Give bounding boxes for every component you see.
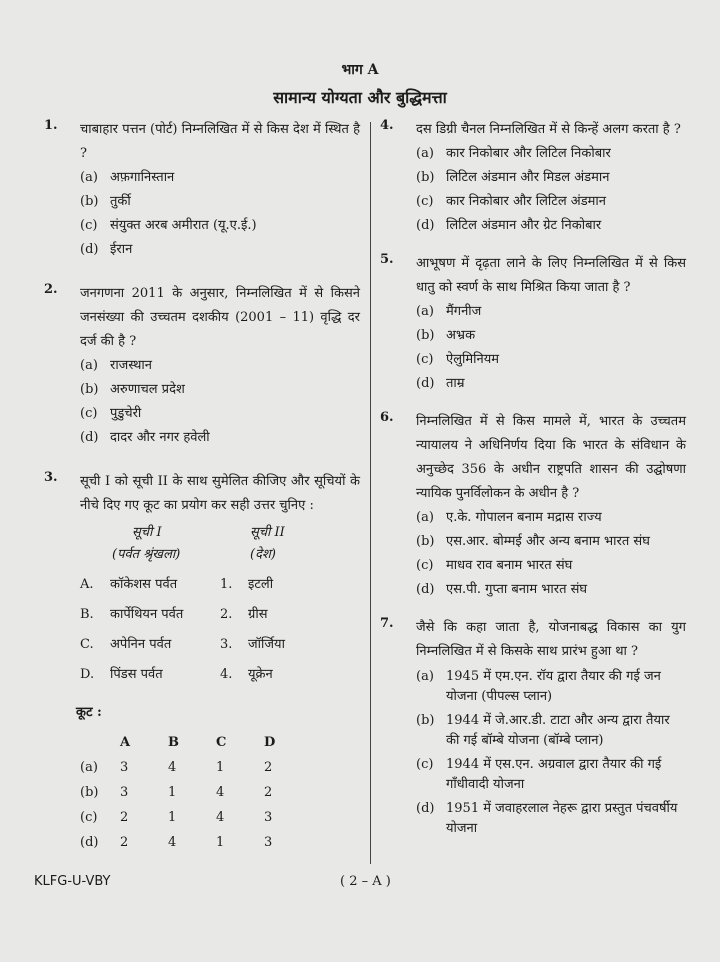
row-letter: C. [80,637,94,652]
option-label: (d) [80,242,99,257]
option[interactable] [416,799,686,839]
option-label: (c) [416,352,434,367]
row-item-2: जॉर्जिया [248,637,285,652]
option[interactable] [80,238,360,262]
option[interactable] [416,190,686,214]
row-item-2: यूक्रेन [248,667,273,682]
row-item-1: कॉकेशस पर्वत [110,577,178,592]
key-cell: 3 [264,810,273,825]
option[interactable] [80,214,360,238]
option-text: ईरान [110,242,133,257]
option-label: (b) [80,194,99,209]
question-7 [376,616,686,843]
row-number: 4. [220,667,233,682]
key-cell: 1 [216,835,225,850]
option-text: तुर्की [110,194,131,209]
option-label: (a) [80,170,98,185]
key-cell: 2 [264,785,273,800]
question-6 [376,410,686,602]
option-text: ऐलुमिनियम [446,352,500,367]
key-cell: 2 [120,835,129,850]
key-cell: 1 [168,785,177,800]
option-label: (a) [416,669,434,684]
option-label: (a) [416,510,434,525]
key-col-head: C [216,735,227,750]
option-label: (b) [416,170,435,185]
option-label: (c) [416,757,434,772]
question-text: जनगणना 2011 के अनुसार, निम्नलिखित में से किसने जनसंख्या की उच्चतम दशकीय (2001 – 11) वृद्धि दर दर्ज की है ? [80,286,360,349]
option[interactable] [416,348,686,372]
option-label: (c) [416,194,434,209]
question-number: 2. [44,282,58,297]
left-column [40,118,360,869]
option-label: (a) [416,146,434,161]
key-cell: 4 [168,760,177,775]
key-cell: 2 [264,760,273,775]
row-letter: D. [80,667,95,682]
question-text: सूची I को सूची II के साथ सुमेलित कीजिए और सूचियों के नीचे दिए गए कूट का प्रयोग कर सही उत्तर चुनिए : [80,474,360,513]
row-number: 1. [220,577,233,592]
option-label: (a) [80,358,98,373]
booklet-code: KLFG-U-VBY [34,874,111,889]
key-col-head: D [264,735,276,750]
column-divider [370,122,371,864]
option-label: (d) [416,582,435,597]
key-cell: 1 [216,760,225,775]
option[interactable] [416,554,686,578]
list-2-heading: सूची II [250,525,285,540]
option-label: (d) [416,801,435,816]
option-label: (b) [416,534,435,549]
key-row[interactable] [80,830,312,855]
key-option-label: (b) [80,785,99,800]
option-text: राजस्थान [110,358,153,373]
option-label: (c) [416,558,434,573]
option[interactable] [416,711,686,751]
match-row [80,570,360,600]
option[interactable] [80,378,360,402]
question-2 [40,282,360,450]
key-cell: 3 [120,785,129,800]
answer-key-table [80,730,312,855]
key-col-head: A [120,735,131,750]
key-col-head: B [168,735,179,750]
key-cell: 4 [216,810,225,825]
option[interactable] [416,142,686,166]
key-option-label: (d) [80,835,99,850]
question-5 [376,252,686,396]
option-text: 1944 में एस.एन. अग्रवाल द्वारा तैयार की गई गाँधीवादी योजना [446,757,662,792]
option[interactable] [416,324,686,348]
option-text: मैंगनीज [446,304,482,319]
question-1 [40,118,360,262]
option-label: (c) [80,406,98,421]
option[interactable] [80,426,360,450]
question-text: निम्नलिखित में से किस मामले में, भारत के उच्चतम न्यायालय ने अधिनिर्णय दिया कि भारत के संविधान के अनुच्छेद 356 के अधीन राष्ट्रपति शासन की उद्घोषणा न्यायिक पुनर्विलोकन के अधीन है ? [416,414,686,501]
key-cell: 1 [168,810,177,825]
option-label: (d) [416,218,435,233]
key-option-label: (c) [80,810,98,825]
row-item-2: इटली [248,577,274,592]
match-rows [80,570,360,690]
option-text: ए.के. गोपालन बनाम मद्रास राज्य [446,510,602,525]
option-text: ताम्र [446,376,465,391]
option-text: लिटिल अंडमान और ग्रेट निकोबार [446,218,602,233]
question-text: दस डिग्री चैनल निम्नलिखित में से किन्हें अलग करता है ? [416,122,681,137]
list-2-subheading: (देश) [250,547,276,562]
option[interactable] [80,354,360,378]
option-text: कार निकोबार और लिटिल निकोबार [446,146,611,161]
option-text: 1944 में जे.आर.डी. टाटा और अन्य द्वारा तैयार की गई बॉम्बे योजना (बॉम्बे प्लान) [446,713,670,748]
option-text: संयुक्त अरब अमीरात (यू.ए.ई.) [110,218,257,233]
question-number: 1. [44,118,58,133]
row-letter: B. [80,607,94,622]
option-label: (b) [416,713,435,728]
option[interactable] [416,578,686,602]
option-label: (d) [416,376,435,391]
row-item-2: ग्रीस [248,607,268,622]
option-label: (b) [80,382,99,397]
match-lists [80,522,360,566]
option[interactable] [416,530,686,554]
question-number: 5. [380,252,394,267]
question-number: 7. [380,616,394,631]
option-text: 1945 में एम.एन. रॉय द्वारा तैयार की गई जन योजना (पीपल्स प्लान) [446,669,661,704]
key-option-label: (a) [80,760,98,775]
match-row [80,630,360,660]
option[interactable] [416,214,686,238]
key-header-row [80,730,312,755]
key-label: कूट : [76,705,102,720]
right-column [376,118,686,857]
question-number: 3. [44,470,58,485]
option-text: माधव राव बनाम भारत संघ [446,558,573,573]
row-number: 3. [220,637,233,652]
option-text: एस.पी. गुप्ता बनाम भारत संघ [446,582,588,597]
option[interactable] [416,667,686,707]
option-label: (b) [416,328,435,343]
key-cell: 2 [120,810,129,825]
match-row [80,660,360,690]
option-label: (d) [80,430,99,445]
option-text: कार निकोबार और लिटिल अंडमान [446,194,607,209]
option[interactable] [80,190,360,214]
option-label: (a) [416,304,434,319]
row-letter: A. [80,577,94,592]
option[interactable] [416,755,686,795]
option[interactable] [416,372,686,396]
question-4 [376,118,686,238]
option-text: 1951 में जवाहरलाल नेहरू द्वारा प्रस्तुत पंचवर्षीय योजना [446,801,678,836]
section-title: सामान्य योग्यता और बुद्धिमत्ता [273,88,447,107]
question-3 [40,470,360,855]
option-text: अरुणाचल प्रदेश [110,382,185,397]
question-text: आभूषण में दृढ़ता लाने के लिए निम्नलिखित में से किस धातु को स्वर्ण के साथ मिश्रित किया जाता है ? [416,256,686,295]
option-text: लिटिल अंडमान और मिडल अंडमान [446,170,610,185]
option[interactable] [80,402,360,426]
option-text: दादर और नगर हवेली [110,430,210,445]
row-number: 2. [220,607,233,622]
part-heading: भाग A [341,62,379,78]
option[interactable] [416,506,686,530]
option[interactable] [80,166,360,190]
option-text: पुडुचेरी [110,406,142,421]
option-text: एस.आर. बोम्मई और अन्य बनाम भारत संघ [446,534,650,549]
key-cell: 4 [216,785,225,800]
list-1-subheading: (पर्वत श्रृंखला) [112,547,181,562]
question-text: जैसे कि कहा जाता है, योजनाबद्ध विकास का युग निम्नलिखित में से किसके साथ प्रारंभ हुआ था ? [416,620,686,659]
key-row[interactable] [80,780,312,805]
option-text: अभ्रक [446,328,476,343]
key-row[interactable] [80,805,312,830]
key-row[interactable] [80,755,312,780]
question-text: चाबाहार पत्तन (पोर्ट) निम्नलिखित में से किस देश में स्थित है ? [80,122,360,161]
page-number: ( 2 – A ) [340,874,391,889]
row-item-1: कार्पेथियन पर्वत [110,607,184,622]
option-label: (c) [80,218,98,233]
option[interactable] [416,300,686,324]
row-item-1: पिंडस पर्वत [110,667,163,682]
question-number: 6. [380,410,394,425]
key-cell: 4 [168,835,177,850]
row-item-1: अपेनिन पर्वत [110,637,172,652]
question-number: 4. [380,118,394,133]
option[interactable] [416,166,686,190]
match-row [80,600,360,630]
list-1-heading: सूची I [132,525,162,540]
key-cell: 3 [120,760,129,775]
key-cell: 3 [264,835,273,850]
option-text: अफ़गानिस्तान [110,170,175,185]
